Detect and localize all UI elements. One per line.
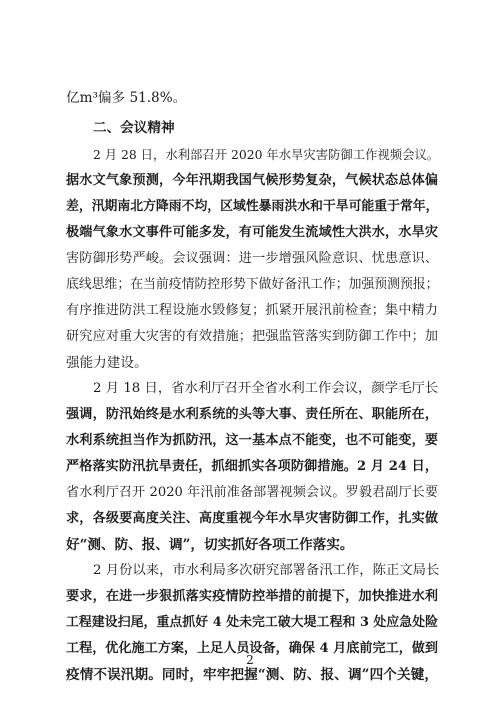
text-line-bold: 极端气象水文事件可能多发，有可能发生流域性大洪水，水旱灾	[66, 225, 438, 240]
text-line: 2 月 28 日，水利部召开 2020 年水旱灾害防御工作视频会议。	[93, 148, 440, 162]
text-line-bold: 据水文气象预测，今年汛期我国气候形势复杂，气候状态总体偏	[66, 173, 438, 188]
text-line: 2 月 18 日，省水利厅召开全省水利工作会议，颜学毛厅长	[93, 381, 439, 396]
text-line: 2 月份以来，市水利局多次研究部署备汛工作，陈正文局长	[93, 563, 440, 578]
text-line-bold: 工程，优化施工方案，上足人员设备，确保 4 月底前完工，做到	[66, 641, 438, 656]
page-number: 2	[246, 653, 254, 667]
text-line-bold: 求，各级要高度关注、高度重视今年水旱灾害防御工作，扎实做	[66, 511, 438, 526]
text-line-bold: 强调，防汛始终是水利系统的头等大事、责任所在、职能所在，	[66, 407, 438, 422]
text-line-bold: 工程建设扫尾，重点抓好 4 处未完工破大堤工程和 3 处应急处险	[66, 615, 438, 630]
text-line: 研究应对重大灾害的有效措施；把强监管落实到防御工作中；加	[66, 329, 438, 344]
text-line: 省水利厅召开 2020 年汛前准备部署视频会议。罗毅君副厅长要	[66, 485, 438, 500]
section-heading: 二、会议精神	[93, 120, 175, 136]
text-line: 亿m³偏多 51.8%。	[66, 90, 187, 106]
text-line: 有序推进防洪工程设施水毁修复；抓紧开展汛前检查；集中精力	[66, 303, 438, 318]
text-line-bold: 要求，在进一步狠抓落实疫情防控举措的前提下，加快推进水利	[66, 589, 438, 604]
text-line: 强能力建设。	[66, 355, 148, 371]
text-line: 害防御形势严峻。会议强调：进一步增强风险意识、忧患意识、	[66, 251, 438, 266]
text-line: 底线思维；在当前疫情防控形势下做好备汛工作；加强预测预报；	[66, 277, 439, 292]
text-line-bold: 水利系统担当作为抓防汛，这一基本点不能变，也不可能变，要	[66, 433, 438, 448]
text-line-bold: 严格落实防汛抗旱责任，抓细抓实各项防御措施。2 月 24 日，	[66, 459, 438, 474]
text-line-bold: 疫情不误汛期。同时，牢牢把握“测、防、报、调”四个关键，	[66, 667, 438, 683]
text-line-bold: 差，汛期南北方降雨不均，区域性暴雨洪水和干旱可能重于常年，	[66, 199, 439, 214]
text-line-bold: 好“测、防、报、调”，切实抓好各项工作落实。	[66, 537, 354, 553]
